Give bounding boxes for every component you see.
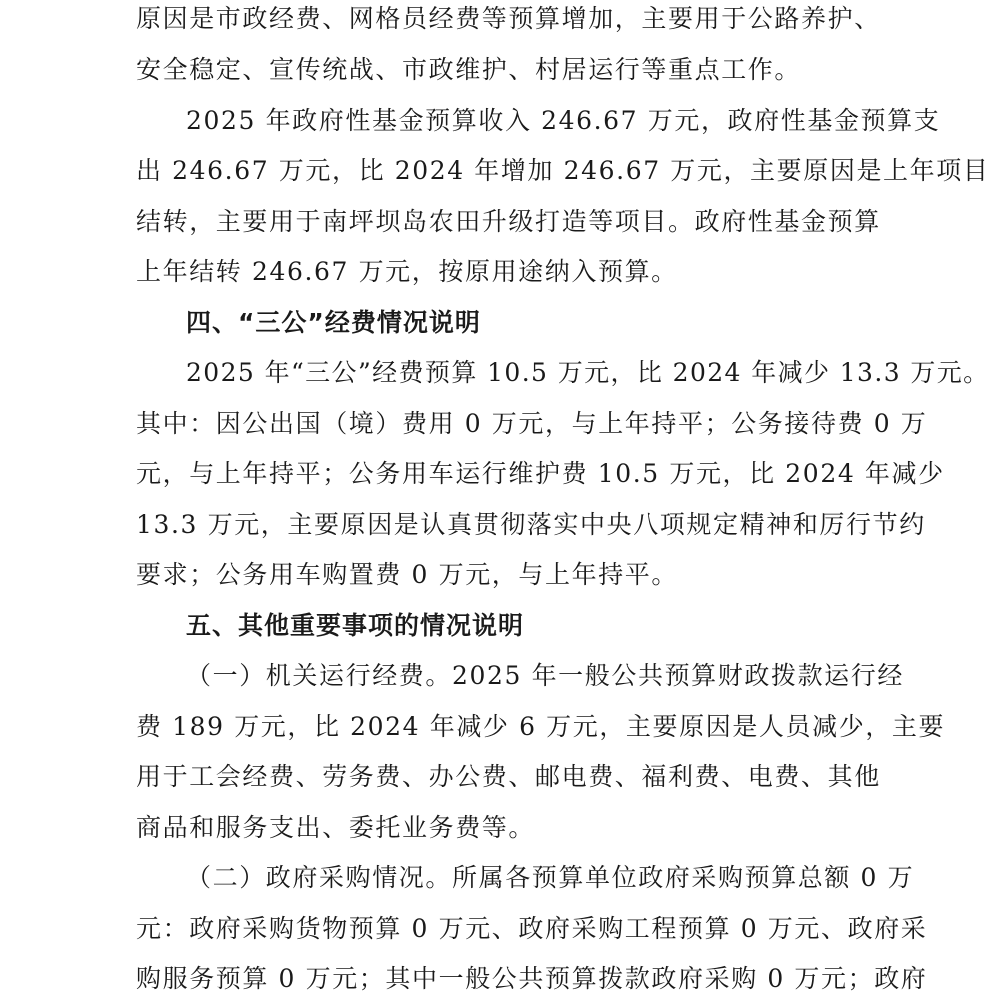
section-heading: 五、其他重要事项的情况说明: [186, 611, 525, 640]
text-line: 2025 年政府性基金预算收入 246.67 万元，政府性基金预算支: [186, 106, 941, 135]
text-line: 13.3 万元，主要原因是认真贯彻落实中央八项规定精神和厉行节约: [136, 510, 926, 539]
text-line: 要求；公务用车购置费 0 万元，与上年持平。: [136, 560, 679, 589]
text-line: 元：政府采购货物预算 0 万元、政府采购工程预算 0 万元、政府采: [136, 914, 928, 943]
text-line: 用于工会经费、劳务费、办公费、邮电费、福利费、电费、其他: [136, 762, 881, 791]
text-line: 其中：因公出国（境）费用 0 万元，与上年持平；公务接待费 0 万: [136, 409, 928, 438]
text-line: 元，与上年持平；公务用车运行维护费 10.5 万元，比 2024 年减少: [136, 459, 945, 488]
text-line: 费 189 万元，比 2024 年减少 6 万元，主要原因是人员减少，主要: [136, 712, 946, 741]
text-line: 出 246.67 万元，比 2024 年增加 246.67 万元，主要原因是上年项目: [136, 156, 990, 185]
section-heading: 四、“三公”经费情况说明: [186, 308, 481, 337]
text-line: 原因是市政经费、网格员经费等预算增加，主要用于公路养护、: [136, 4, 881, 33]
text-line: 商品和服务支出、委托业务费等。: [136, 813, 536, 842]
text-line: （一）机关运行经费。2025 年一般公共预算财政拨款运行经: [186, 661, 904, 690]
text-line: 2025 年“三公”经费预算 10.5 万元，比 2024 年减少 13.3 万元。: [186, 358, 990, 387]
text-line: 购服务预算 0 万元；其中一般公共预算拨款政府采购 0 万元；政府: [136, 964, 928, 993]
text-line: 上年结转 246.67 万元，按原用途纳入预算。: [136, 257, 678, 286]
text-line: （二）政府采购情况。所属各预算单位政府采购预算总额 0 万: [186, 863, 915, 892]
text-line: 结转，主要用于南坪坝岛农田升级打造等项目。政府性基金预算: [136, 207, 881, 236]
text-line: 安全稳定、宣传统战、市政维护、村居运行等重点工作。: [136, 55, 802, 84]
